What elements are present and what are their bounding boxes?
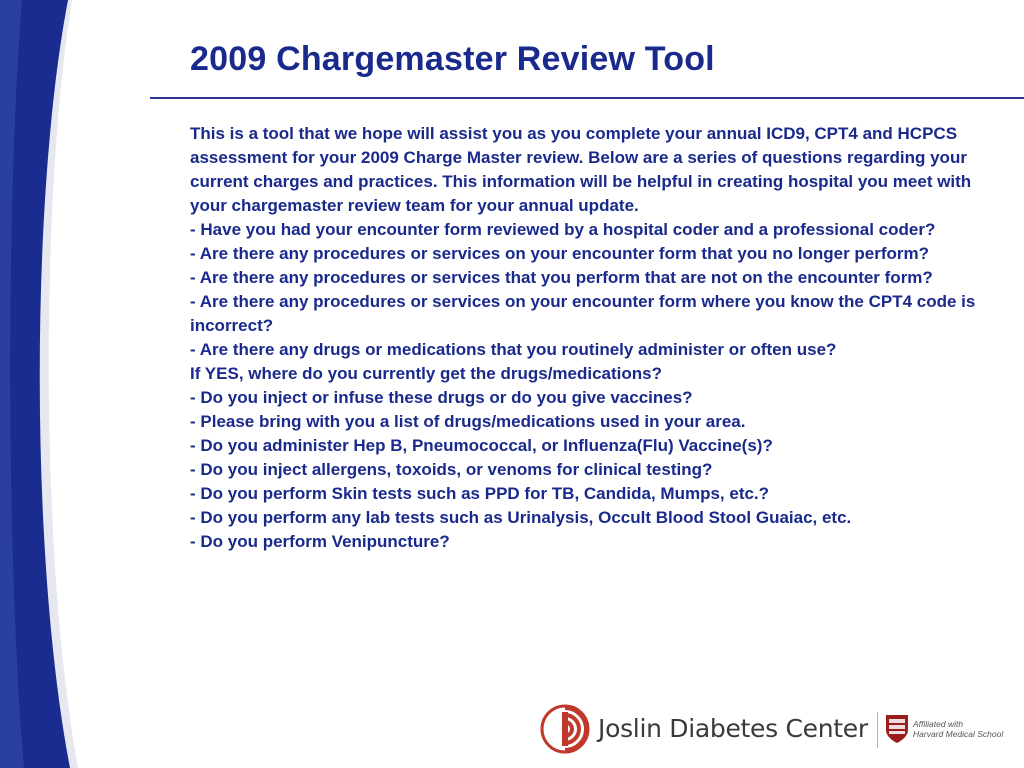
slide-body (190, 122, 990, 554)
question-item: - Do you perform any lab tests such as Urinalysis, Occult Blood Stool Guaiac, etc. (190, 508, 852, 527)
footer-logo-bar (540, 702, 1010, 758)
question-item: - Are there any drugs or medications that you routinely administer or often use? (190, 340, 837, 359)
question-item: - Are there any procedures or services on your encounter form that you no longer perform? (190, 244, 930, 263)
question-item: - Have you had your encounter form reviewed by a hospital coder and a professional coder? (190, 220, 936, 239)
question-item: - Are there any procedures or services on your encounter form where you know the CPT4 code is incorrect? (190, 292, 976, 335)
question-item: - Do you perform Venipuncture? (190, 532, 450, 551)
joslin-logo-text: Joslin Diabetes Center (598, 714, 868, 743)
affiliation-line-2: Harvard Medical School (913, 729, 1004, 739)
harvard-affiliation-text (913, 719, 1003, 739)
question-item: - Do you inject or infuse these drugs or do you give vaccines? (190, 388, 693, 407)
question-item: - Are there any procedures or services that you perform that are not on the encounter form? (190, 268, 933, 287)
question-item: - Do you perform Skin tests such as PPD for TB, Candida, Mumps, etc.? (190, 484, 770, 503)
question-item: - Do you inject allergens, toxoids, or venoms for clinical testing? (190, 460, 713, 479)
question-item: - Do you administer Hep B, Pneumococcal, or Influenza(Flu) Vaccine(s)? (190, 436, 773, 455)
question-item: - Please bring with you a list of drugs/medications used in your area. (190, 412, 746, 431)
title-divider (150, 97, 1024, 99)
question-followup: If YES, where do you currently get the drugs/medications? (190, 364, 662, 383)
logo-divider (877, 712, 878, 748)
left-decorative-swoosh (0, 0, 140, 768)
intro-paragraph: This is a tool that we hope will assist you as you complete your annual ICD9, CPT4 and HCPCS assessment for your 2009 Charge Master review. Below are a series of questions regarding your current charges and practices. This information will be helpful in creating hospital you meet with your chargemaster review team for your annual update. (190, 124, 972, 215)
affiliation-line-1: Affiliated with (913, 719, 964, 729)
joslin-logo-icon (540, 704, 590, 754)
harvard-shield-icon (885, 714, 909, 744)
slide-title: 2009 Chargemaster Review Tool (190, 40, 715, 78)
